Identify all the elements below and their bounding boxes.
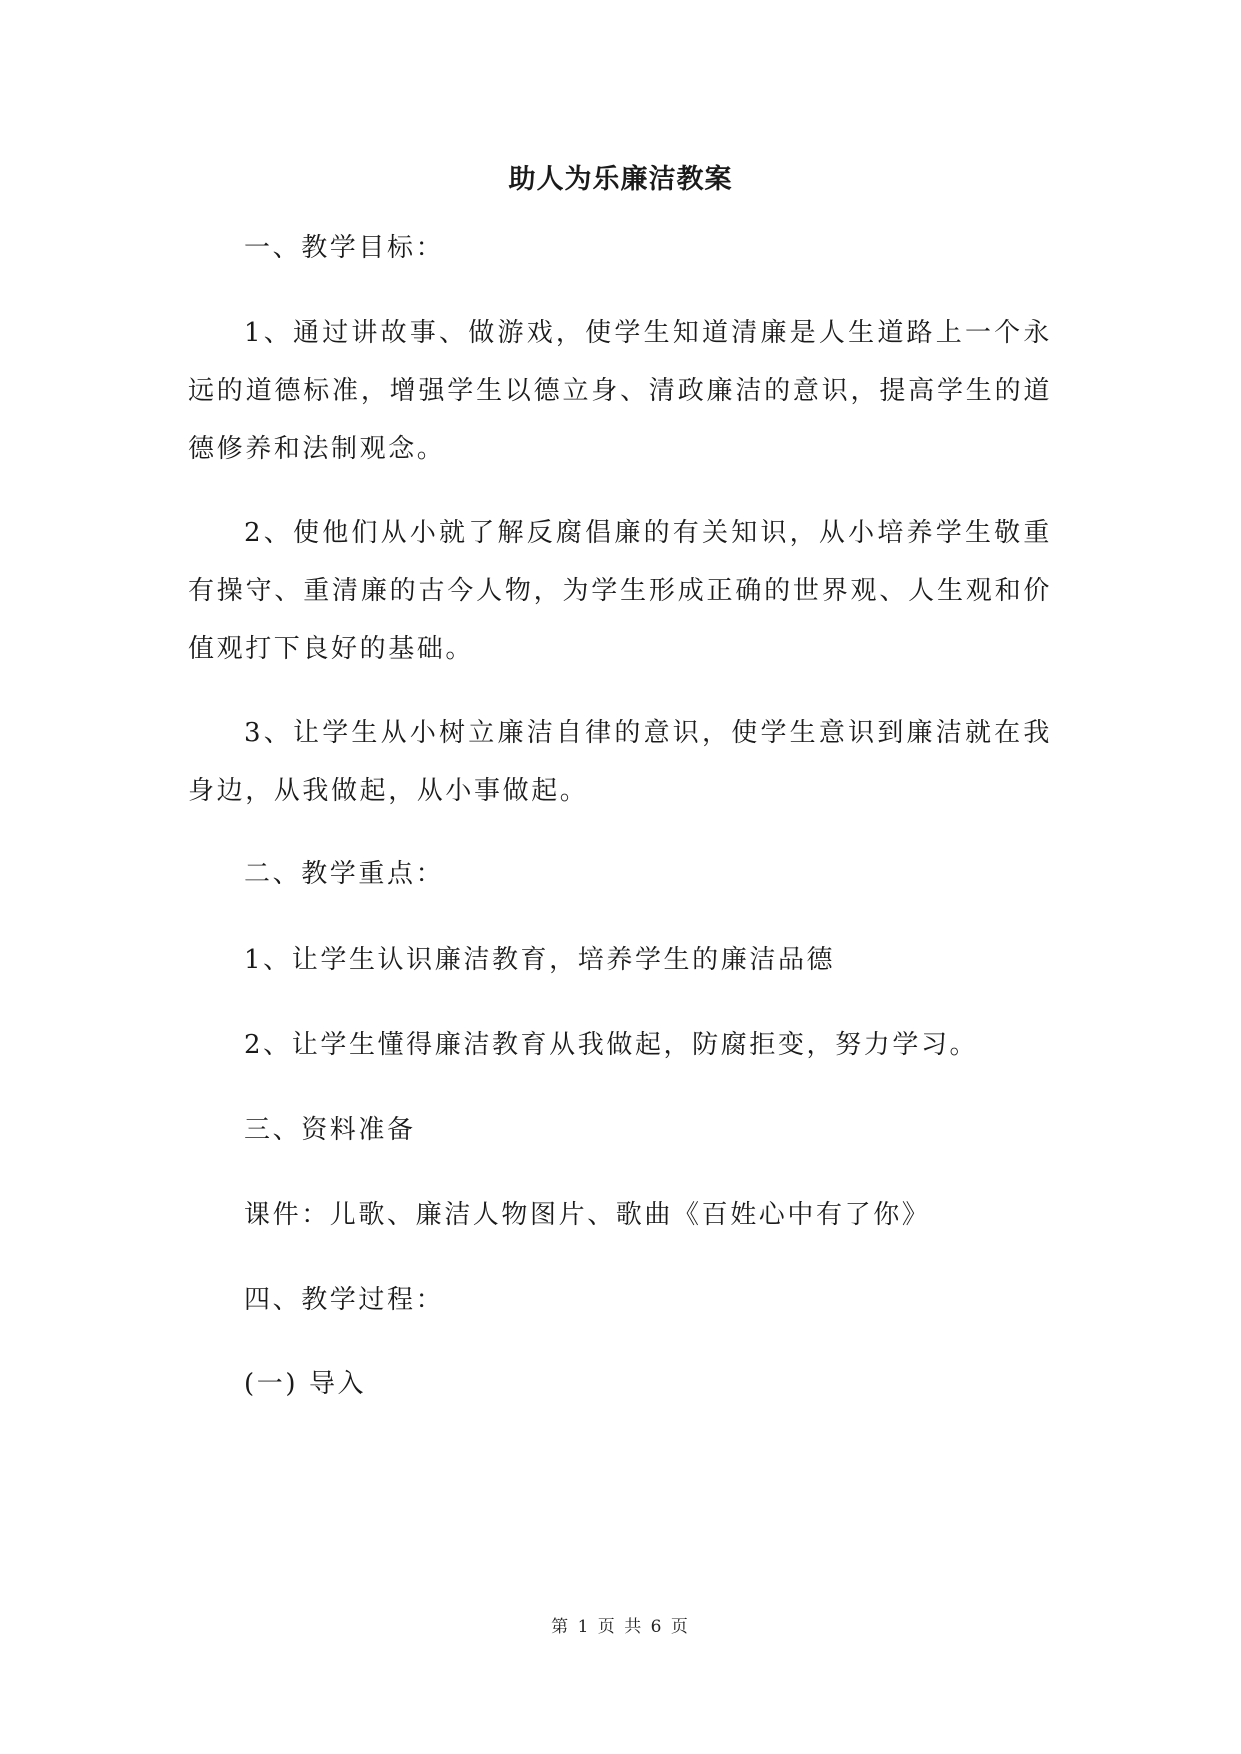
- keypoint-item-1: 1、让学生认识廉洁教育，培养学生的廉洁品德: [244, 945, 836, 975]
- section-heading-key-points: 二、教学重点：: [244, 859, 445, 889]
- keypoint-item-2: 2、让学生懂得廉洁教育从我做起，防腐拒变，努力学习。: [244, 1030, 979, 1060]
- document-title: 助人为乐廉洁教案: [508, 164, 733, 195]
- objective-paragraph-2: 2、使他们从小就了解反腐倡廉的有关知识，从小培养学生敬重有操守、重清廉的古今人物，为学生形成正确的世界观、人生观和价值观打下良好的基础。: [188, 518, 1052, 664]
- section-heading-teaching-objectives: 一、教学目标：: [244, 233, 445, 263]
- objective-paragraph-3: 3、让学生从小树立廉洁自律的意识，使学生意识到廉洁就在我身边，从我做起，从小事做起。: [188, 718, 1052, 806]
- section-heading-materials: 三、资料准备: [244, 1115, 416, 1145]
- section-heading-teaching-process: 四、教学过程：: [244, 1285, 445, 1315]
- subsection-heading-introduction: (一) 导入: [244, 1369, 367, 1399]
- materials-line: 课件：儿歌、廉洁人物图片、歌曲《百姓心中有了你》: [244, 1200, 931, 1230]
- page-number-footer: 第 1 页 共 6 页: [551, 1617, 690, 1637]
- objective-paragraph-1: 1、通过讲故事、做游戏，使学生知道清廉是人生道路上一个永远的道德标准，增强学生以德立身、清政廉洁的意识，提高学生的道德修养和法制观念。: [188, 318, 1052, 464]
